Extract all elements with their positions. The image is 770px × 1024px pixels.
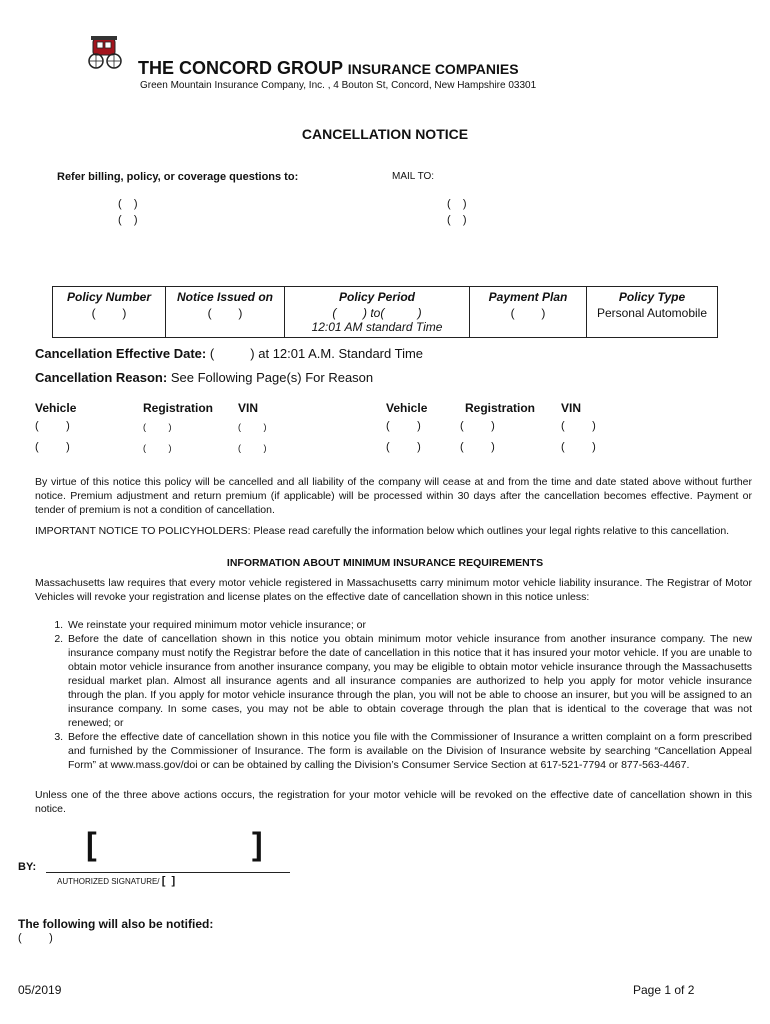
policy-period-note: 12:01 AM standard Time	[311, 320, 443, 334]
info-heading: INFORMATION ABOUT MINIMUM INSURANCE REQUIREMENTS	[226, 557, 544, 569]
vin-cell: ( )	[561, 420, 596, 432]
signature-bracket-close: ]	[252, 826, 263, 862]
registration-cell: ( )	[143, 443, 172, 453]
vehicle-cell: ( )	[35, 420, 70, 432]
payment-plan-header: Payment Plan	[488, 290, 568, 304]
refer-line-2: ( )	[118, 214, 138, 226]
policy-period-value: ( ) to( )	[332, 306, 422, 320]
mail-line-1: ( )	[447, 198, 467, 210]
mail-to-label: MAIL TO:	[392, 171, 435, 182]
vehicle-cell: ( )	[386, 420, 421, 432]
registration-cell: ( )	[143, 422, 172, 432]
list-item: 3. Before the effective date of cancellation shown in this notice you file with the Commissioner of Insurance a written complaint on a form prescribed and furnished by the Commissioner of Insurance. The form is available on the Division of Insurance website by searching “Cancellation Appeal Form” at www.mass.gov/doi or can be obtained by calling the Division’s Consumer Service Section at 617-521-7794 or 877-563-4467.	[66, 730, 752, 772]
notice-issued-value: ( )	[207, 306, 243, 320]
mass-law-paragraph: Massachusetts law requires that every motor vehicle registered in Massachusetts carry minimum motor vehicle liability insurance. The Registrar of Motor Vehicles will revoke your registration and license plates on the effective date of cancellation shown in this notice unless:	[35, 577, 752, 603]
refer-line-1: ( )	[118, 198, 138, 210]
notice-issued-cell	[166, 287, 285, 338]
unless-paragraph: Unless one of the three above actions occurs, the registration for your motor vehicle will be revoked on the effective date of cancellation shown in this notice.	[35, 789, 752, 815]
payment-plan-cell	[470, 287, 587, 338]
effective-date-value: ( )	[209, 346, 255, 361]
cancellation-reason: Cancellation Reason: See Following Page(s) For Reason	[35, 370, 374, 385]
important-notice: IMPORTANT NOTICE TO POLICYHOLDERS: Please read carefully the information below which outlines your legal rights relative to this cancellation.	[35, 525, 730, 537]
policy-number-header: Policy Number	[66, 290, 152, 304]
list-item: 2. Before the date of cancellation shown in this notice you obtain minimum motor vehicle insurance from another insurance company. The new insurance company must notify the Registrar before the date of cancellation in this notice that it has insured your motor vehicle. If you are unable to obtain motor vehicle insurance from another insurance company, you may be eligible to obtain motor vehicle insurance through the Massachusetts residual market plan. Almost all insurance agents and all insurance companies are authorized to help you apply for motor vehicle insurance through the plan. If you apply for motor vehicle insurance through the plan, you will not be able to choose an insurer, but you will be assigned to an insurance company. In some cases, you may not be able to obtain coverage through the plan that is identical to the coverage that was not renewed; or	[66, 632, 752, 730]
also-notified-label: The following will also be notified:	[18, 917, 214, 931]
liability-paragraph: By virtue of this notice this policy will be cancelled and all liability of the company will cease at and from the time and date stated above without further notice. Premium adjustment and return premium (if applicable) will be processed within 30 days after the cancellation becomes effective. Payment or tender of premium is not a condition of cancellation.	[35, 476, 752, 516]
cancellation-reason-value: See Following Page(s) For Reason	[170, 370, 374, 385]
vehicle-cell: ( )	[386, 441, 421, 453]
registration-cell: ( )	[460, 420, 495, 432]
form-date: 05/2019	[18, 983, 62, 997]
notice-issued-header: Notice Issued on	[176, 290, 274, 304]
document-title: CANCELLATION NOTICE	[301, 126, 469, 142]
policy-number-cell	[53, 287, 166, 338]
vin-cell: ( )	[238, 443, 267, 453]
effective-date-suffix: at 12:01 A.M. Standard Time	[258, 346, 424, 361]
vehicle-header-left: Vehicle	[35, 401, 77, 415]
cancellation-effective-date: Cancellation Effective Date: ( ) at 12:01 A.M. Standard Time	[35, 346, 424, 361]
registration-header-right: Registration	[465, 401, 536, 415]
vin-cell: ( )	[561, 441, 596, 453]
signature-line	[46, 872, 290, 873]
page-number: Page 1 of 2	[633, 983, 695, 997]
refer-label: Refer billing, policy, or coverage questions to:	[57, 171, 299, 183]
company-address: Green Mountain Insurance Company, Inc. , 4 Bouton St, Concord, New Hampshire 03301	[140, 80, 537, 91]
stagecoach-logo-icon	[84, 33, 126, 71]
policy-type-header: Policy Type	[618, 290, 686, 304]
policy-period-header: Policy Period	[338, 290, 416, 304]
by-label: BY:	[18, 861, 37, 873]
company-name: THE CONCORD GROUP INSURANCE COMPANIES	[138, 58, 519, 78]
mail-line-2: ( )	[447, 214, 467, 226]
company-suffix: INSURANCE COMPANIES	[347, 61, 519, 77]
authorized-signature-label: AUTHORIZED SIGNATURE/ [ ]	[57, 875, 176, 887]
list-item: 1. We reinstate your required minimum motor vehicle insurance; or	[66, 618, 752, 632]
policy-table	[52, 286, 718, 338]
policy-type-value: Personal Automobile	[596, 306, 708, 320]
vin-header-left: VIN	[238, 401, 259, 415]
registration-cell: ( )	[460, 441, 495, 453]
policy-number-value: ( )	[91, 306, 127, 320]
payment-plan-value: ( )	[510, 306, 546, 320]
vehicle-header-right: Vehicle	[386, 401, 428, 415]
signature-bracket-open: [	[86, 826, 97, 862]
authorized-brackets: [ ]	[161, 875, 176, 887]
registration-header-left: Registration	[143, 401, 214, 415]
also-notified-value: ( )	[18, 932, 53, 944]
policy-period-cell	[285, 287, 470, 338]
requirements-list	[38, 618, 752, 772]
vin-header-right: VIN	[561, 401, 582, 415]
vehicle-cell: ( )	[35, 441, 70, 453]
policy-type-cell	[587, 287, 718, 338]
vin-cell: ( )	[238, 422, 267, 432]
